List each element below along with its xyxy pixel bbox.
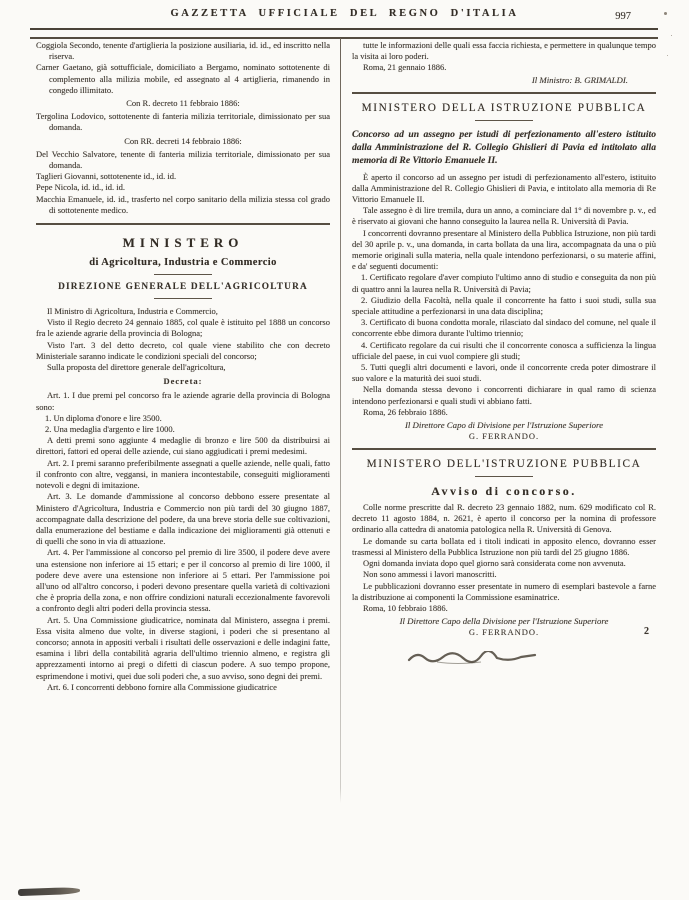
paragraph: Non sono ammessi i lavori manoscritti. — [363, 569, 497, 580]
paragraph: A detti premi sono aggiunte 4 medaglie di bronzo e lire 500 da distribuirsi ai direttori, fattori ed operai delle aziende, cui siano aggiudicati i premi medesimi. — [36, 435, 330, 457]
short-rule — [475, 476, 533, 477]
paragraph: Art. 3. Le domande d'ammissione al concorso debbono essere presentate al Ministero d'Agricoltura, Industria e Commercio non più tardi del 30 giugno 1887, accompagnate dalla descrizione del podere, da una breve storia delle sue coltivazioni, dalla enumerazione del bestiame e dalla indicazione dei miglioramenti già ottenuti e di quelli che sono in via di attuazione. — [36, 491, 330, 547]
director-signature-name — [352, 627, 656, 637]
section-heading: MINISTERO DELLA ISTRUZIONE PUBBLICA — [361, 101, 647, 114]
paragraph: Visto il Regio decreto 24 gennaio 1885, col quale è istituito pel 1888 un concorso fra le aziende agrarie della provincia di Bologna; — [36, 317, 330, 339]
paragraph: Sulla proposta del direttore generale dell'agricoltura, — [47, 362, 226, 373]
paragraph: Del Vecchio Salvatore, tenente di fanteria milizia territoriale, dimissionato per sua domanda. — [36, 148, 330, 171]
continuation-paragraphs — [352, 40, 656, 74]
paragraph: Tergolina Lodovico, sottotenente di fanteria milizia territoriale, dimissionato per sua domanda. — [36, 111, 330, 133]
paragraph: 3. Certificato di buona condotta morale, rilasciato dal sindaco del comune, nel quale il concorrente ebbe dimora durante l'ultimo triennio; — [352, 317, 656, 339]
paragraph: Roma, 26 febbraio 1886. — [363, 406, 448, 417]
flourish-ornament — [407, 651, 537, 665]
director-signature-role: Il Direttore Capo della Divisione per l'Istruzione Superiore — [399, 616, 609, 627]
paragraph: Tale assegno è di lire tremila, dura un anno, a cominciare dal 1° di novembre p. v., ed è riservato ai giovani che hanno conseguito la laurea nella R. Università di Pavia. — [352, 205, 656, 227]
concorso-title: Concorso ad un assegno per istudi di perfezionamento all'estero istituito dalla Amministrazione del R. Collegio Ghislieri di Pavia ed intitolato alla memoria di Re Vittorio Emanuele II. — [352, 128, 656, 166]
print-smudge — [18, 887, 80, 896]
paragraph: tutte le informazioni delle quali essa faccia richiesta, e permettere in qualunque tempo la visita ai loro poderi. — [352, 40, 656, 62]
paragraph: Taglieri Giovanni, sottotenente id., id. id. — [36, 171, 177, 182]
paragraph: Decreta: — [163, 376, 203, 387]
column-divider — [340, 38, 341, 803]
roster-paragraphs — [36, 40, 330, 216]
paragraph: 2. Giudizio della Facoltà, nella quale il concorrente ha fatto i suoi studi, sulla sua speciale attitudine a perfezionarsi in una data disciplina; — [352, 294, 656, 317]
paragraph: Le domande su carta bollata ed i titoli indicati in apposito elenco, dovranno esser trasmessi al Ministero della Pubblica Istruzione non più tardi del 25 giugno 1886. — [352, 535, 656, 557]
paragraph: Coggiola Secondo, tenente d'artiglieria la posizione ausiliaria, id. id., ed inscritto nella riserva. — [36, 40, 330, 62]
short-rule — [154, 298, 212, 299]
paragraph: Con R. decreto 11 febbraio 1886: — [126, 98, 240, 109]
direction-heading: DIREZIONE GENERALE DELL'AGRICOLTURA — [58, 282, 308, 293]
paragraph: Art. 2. I premi saranno preferibilmente assegnati a quelle aziende, nelle quali, fatto il confronto con altre, veggansi, in maniera incontestabile, conseguiti miglioramenti notevoli e degni di imitazione. — [36, 457, 330, 491]
masthead — [0, 4, 689, 28]
right-column — [352, 40, 656, 665]
paragraph: È aperto il concorso ad un assegno per istudi di perfezionamento all'estero, istituito dalla Amministrazione del R. Collegio Ghislieri di Pavia, e intitolato alla memoria di Re Vittorio Emanuele II. — [352, 171, 656, 205]
paragraph: Macchia Emanuele, id. id., trasferto nel corpo sanitario della milizia stessa col grado di sottotenente medico. — [36, 193, 330, 215]
masthead-title: GAZZETTA UFFICIALE DEL REGNO D'ITALIA — [170, 8, 519, 19]
section-rule — [352, 92, 656, 94]
paragraph: 2. Una medaglia d'argento e lire 1000. — [45, 424, 175, 435]
paragraph: Visto l'art. 3 del detto decreto, col quale viene stabilito che con decreto Ministeriale saranno indicate le condizioni speciali del concorso; — [36, 339, 330, 361]
pavia-paragraphs — [352, 172, 656, 418]
print-specks — [664, 12, 667, 15]
paragraph: Art. 5. Una Commissione giudicatrice, nominata dal Ministero, assegna i premi. Essa visita almeno due volte, in diverse stagioni, i poderi che si presentano al concorso; annota in appositi verbali i risultati delle osservazioni e delle indagini fatte, esamina i libri della contabilità agraria dell'ultimo triennio almeno, e registra gli apprezzamenti intorno ai pregi o difetti di ciascun podere. A suo tempo propone, esprimendone i motivi, quei due soli poderi che, a suo avviso, sono degni dei premi. — [36, 614, 330, 681]
paragraph: 4. Certificato regolare da cui risulti che il concorrente conosca a sufficienza la lingua ufficiale del paese, in cui vuol compiere gli studi; — [352, 339, 656, 361]
sheet-number: 2 — [644, 626, 650, 638]
paragraph: Pepe Nicola, id. id., id. id. — [36, 182, 126, 193]
paragraph: 5. Tutti quegli altri documenti e lavori, onde il concorrente creda poter dimostrare il suo valore e la maturità dei suoi studi. — [352, 362, 656, 384]
decree-paragraphs — [36, 306, 330, 693]
section-heading: MINISTERO DELL'ISTRUZIONE PUBBLICA — [366, 458, 642, 471]
paragraph: Art. 1. I due premi pel concorso fra le aziende agrarie della provincia di Bologna sono: — [36, 390, 330, 412]
director-signature-role: Il Direttore Capo di Divisione per l'Istruzione Superiore — [404, 420, 604, 431]
ministry-heading: MINISTERO — [122, 235, 244, 251]
left-column — [36, 40, 330, 693]
section-rule — [352, 448, 656, 450]
minister-signature: Il Ministro: B. GRIMALDI. — [531, 74, 628, 85]
paragraph: Colle norme prescritte dal R. decreto 23 gennaio 1882, num. 629 modificato col R. decreto 11 agosto 1884, n. 2621, è aperto il concorso per la nomina di professore ordinario alla cattedra di anatomia patologica nella R. Università di Genova. — [352, 502, 656, 535]
paragraph: 1. Certificato regolare d'aver compiuto l'ultimo anno di studio e conseguita da non più di quattro anni la laurea nella R. Università di Pavia; — [352, 272, 656, 294]
paragraph: I concorrenti dovranno presentare al Ministero della Pubblica Istruzione, non più tardi del 30 aprile p. v., una domanda, in carta bollata da una lira, accompagnata da una o più memorie originali sulla materia, nella quale intendono perfezionarsi, o su materie affini, e da' seguenti documenti: — [352, 227, 656, 272]
signature-text: G. FERRANDO. — [468, 627, 540, 638]
paragraph: Con RR. decreti 14 febbraio 1886: — [124, 135, 242, 146]
ministry-subheading: di Agricoltura, Industria e Commercio — [89, 257, 277, 269]
director-signature-name: G. FERRANDO. — [468, 431, 540, 442]
paragraph: Il Ministro di Agricoltura, Industria e Commercio, — [47, 306, 218, 317]
avviso-heading: Avviso di concorso. — [431, 484, 577, 499]
genova-paragraphs — [352, 502, 656, 614]
paragraph: Roma, 10 febbraio 1886. — [363, 602, 448, 613]
section-rule — [36, 223, 330, 225]
paragraph: Carner Gaetano, già sottufficiale, domiciliato a Bergamo, nominato sottotenente di complemento alla milizia mobile, ed assegnato al 4 artiglieria, rimanendo in congedo illimitato. — [36, 62, 330, 95]
short-rule — [475, 120, 533, 121]
page-number: 997 — [615, 11, 631, 22]
paragraph: Ogni domanda inviata dopo quel giorno sarà considerata come non avvenuta. — [363, 558, 626, 569]
paragraph: Nella domanda stessa devono i concorrenti dichiarare in qual ramo di scienza intendono perfezionarsi e quali studi vi abbiano fatti. — [352, 384, 656, 406]
paragraph: 1. Un diploma d'onore e lire 3500. — [45, 412, 162, 423]
paragraph: Art. 6. I concorrenti debbono fornire alla Commissione giudicatrice — [47, 681, 277, 692]
masthead-rule — [30, 28, 658, 39]
paragraph: Le pubblicazioni dovranno esser presentate in numero di esemplari bastevole a farne la distribuzione ai componenti la Commissione esaminatrice. — [352, 580, 656, 602]
paragraph: Roma, 21 gennaio 1886. — [363, 62, 447, 73]
paragraph: Art. 4. Per l'ammissione al concorso pel premio di lire 3500, il podere deve avere una estensione non inferiore ai 15 ettari; e per il concorso al premio di lire 1000, il podere deve avere una estensione non inferiore ai 5 ettari. Per l'ammissione poi all'uno od all'altro concorso, i poderi devono presentare quella varietà di coltivazioni che è propria della zona, e non offrire condizioni naturali eccezionalmente favorevoli a confronto degli altri poderi della provincia stessa. — [36, 547, 330, 614]
short-rule — [154, 274, 212, 275]
